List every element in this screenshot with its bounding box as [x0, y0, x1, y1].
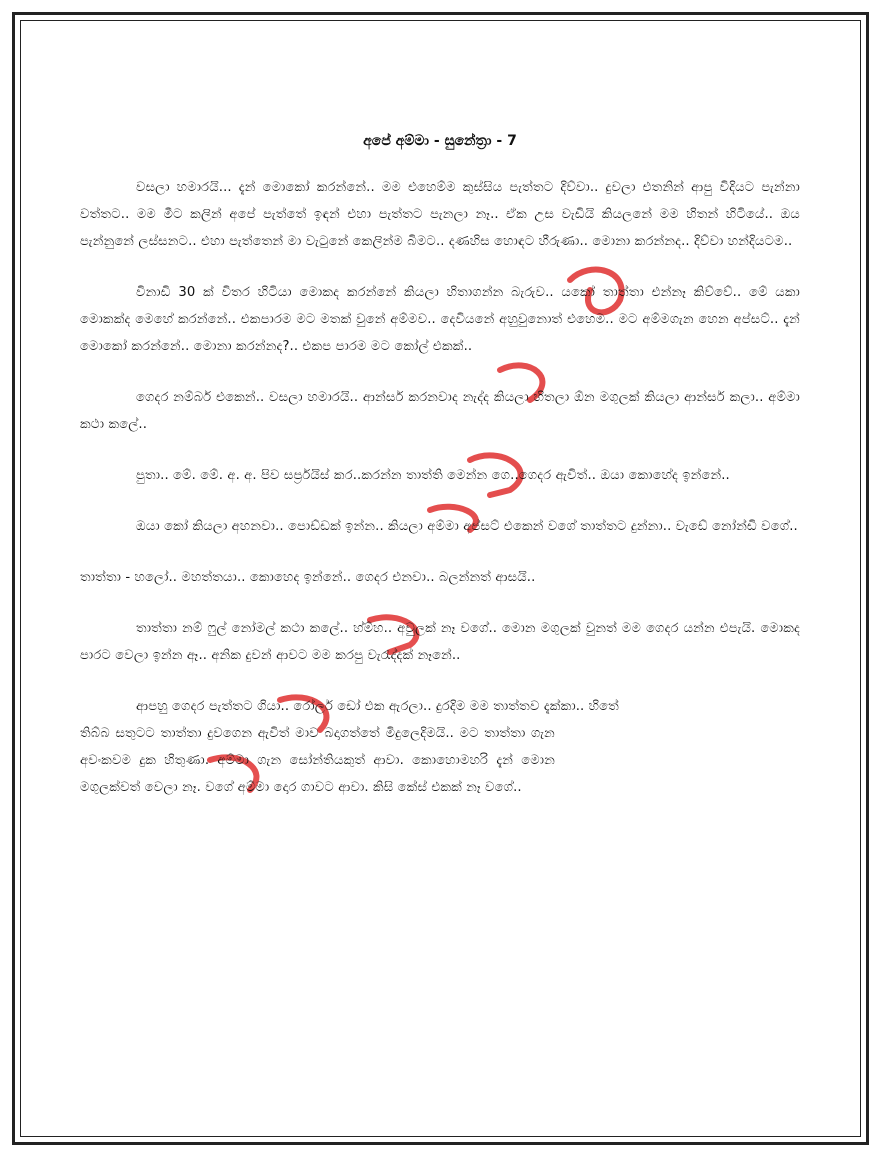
paragraph-2: විනාඩි 30 ක් විතර හිටියා මොකද කරන්නේ කියලා හිතාගන්න බැරුව.. යකෝ තාත්තා එන්නෑ කිව්වේ.. මේ යකා මොකක්ද මෙහේ කරන්නේ.. එකපාරම මට මතක් වුනේ අම්මව.. දෙවියනේ අහුවුනොත් එහෙම.. මට අම්මගැන හෙන අප්සට්.. දැන් මොකෝ කරන්නේ.. මොනා කරන්නද?.. එකප පාරම මට කෝල් එකක්..	[80, 285, 800, 355]
paragraph-7: තාත්තා නම් ෆුල් නෝමල් කථා කලේ.. හ්ම්හ.. අවුලක් නෑ වගේ.. මොන මගුලක් වුනත් මම ගෙදර යන්න එපැයි. මොකද පාරට වෙලා ඉන්න ඈ.. අනික දුවන් ආවට මම කරපු වැරැද්දක් නෑනේ..	[80, 621, 800, 664]
paragraph-1: වසලා හමාරයි... දැන් මොකෝ කරන්නේ.. මම එහෙම්ම කුස්සිය පැත්තට දිව්වා.. දුවලා එතනින් ආපු විදියට පැන්නා වත්තට.. මම මීට කලින් අපේ පැත්තේ ඉඳන් එහා පැත්තට පැනලා නෑ.. ඒක උස වැඩියි කියලනේ මම හිතන් හිටියේ.. ඔය පැන්නුනේ ලස්සනට.. එහා පැත්තෙන් මා වැටුනේ කෙලින්ම බිමට.. දණහිස හොඳට හීරුණා.. මොනා කරන්නද.. දිව්වා හන්දියටම..	[80, 180, 800, 250]
document-body	[80, 130, 800, 825]
paragraph-4: පුතා.. මේ. මේ. අ. අ. පිව සර්ප්‍රයිස් කර..කරන්න තාත්ති මෙන්න ගෙ..ගෙදර ඇවිත්.. ඔයා කොහේද ඉන්නේ..	[136, 468, 730, 484]
paragraph-5: ඔයා කෝ කියලා අහනවා.. පොඩ්ඩක් ඉන්න.. කියලා අම්මා අප්සට් එකෙන් වගේ තාත්තට දුන්නා.. වැඩේ නෝන්ඩි වගේ..	[136, 519, 798, 535]
paragraph-8: ආපහු ගෙදර පැත්තට ගියා.. රෝලර් ඩෝ එක ඇරලා.. දුරදිම මම තාත්තව දැක්කා.. හිතේ	[136, 699, 619, 715]
paragraph-9: තිබ්බ සතුටට තාත්තා දුවගෙන ඇවිත් මාව බදාගත්තේ මිදුලෙදිමයි.. මට තාත්තා ගැන අවංකවම දුක හිතුණා. අම්මා ගැන සෝන්තියකුත් ආවා. කොහොමහරි දැන් මොන මගුලක්වත් වෙලා නෑ. වගේ අම්මා දොර ගාවට ආවා. කිසි කේස් එකක් නෑ වගේ..	[80, 726, 555, 796]
document-title: අපේ අම්මා - සුනේත්‍රා - 7	[363, 133, 517, 149]
paragraph-3: ගෙදර නම්බර් එකෙන්.. වසලා හමාරයි.. ආන්සර් කරනවාද නැද්ද කියලා හිතලා ඕන මගුලක් කියලා ආන්සර් කලා.. අම්මා කථා කලේ..	[80, 390, 800, 433]
paragraph-6: තාත්තා - හලෝ.. මහත්තයා.. කොහෙද ඉන්නේ.. ගෙදර එනවා.. බලන්නත් ආසයි..	[80, 570, 536, 586]
